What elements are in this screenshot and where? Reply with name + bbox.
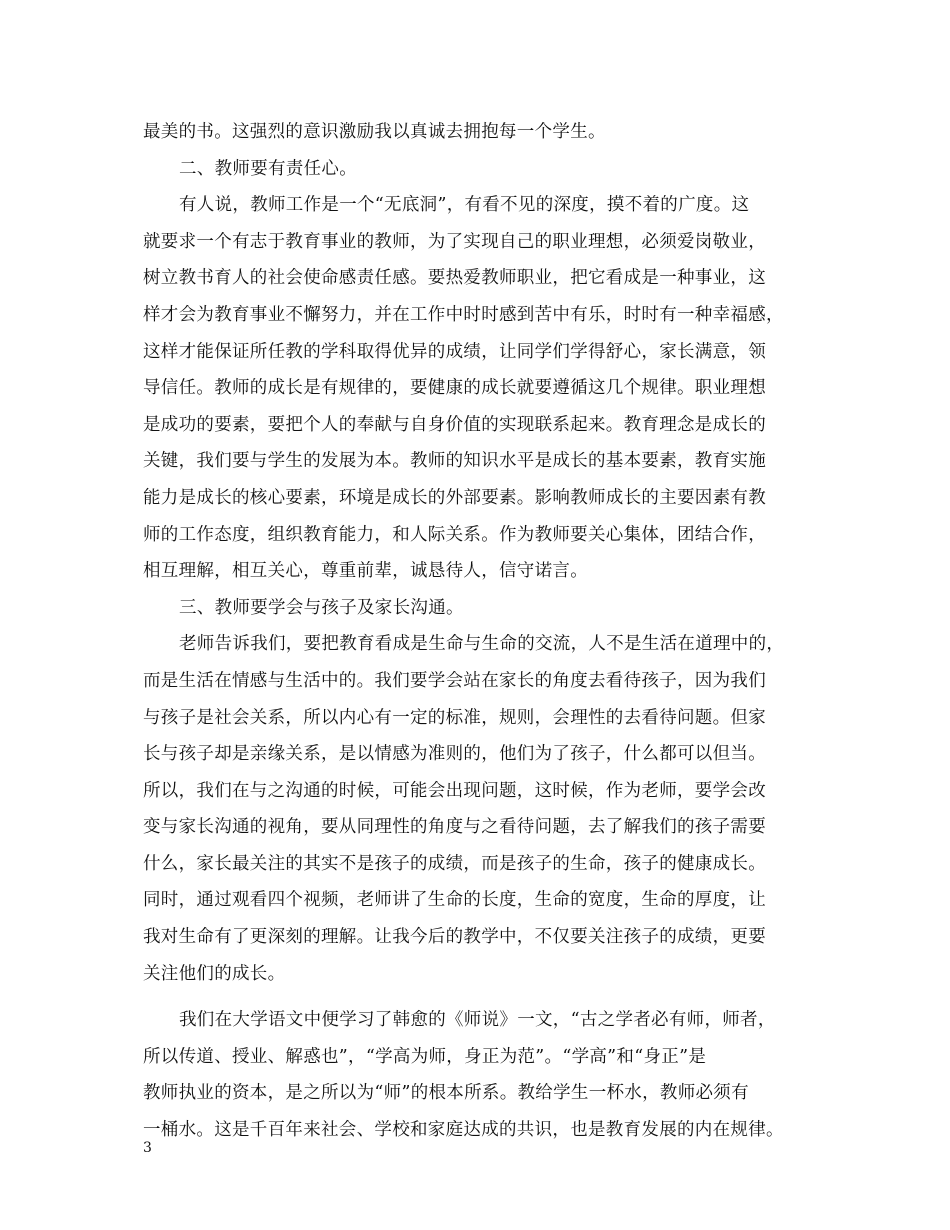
- paragraph-gap: [143, 992, 823, 1002]
- text-line: 导信任。教师的成长是有规律的，要健康的成长就要遵循这几个规律。职业理想: [143, 378, 766, 399]
- text-line: 关键，我们要与学生的发展为本。教师的知识水平是成长的基本要素，教育实施: [143, 451, 766, 472]
- text-line: 所以，我们在与之沟通的时候，可能会出现问题，这时候，作为老师，要学会改: [143, 780, 766, 801]
- text-line: 就要求一个有志于教育事业的教师，为了实现自己的职业理想，必须爱岗敬业，: [143, 231, 766, 252]
- text-line: 所以传道、授业、解惑也”，“学高为师，身正为范”。“学高”和“身正”是: [143, 1046, 707, 1067]
- text-line: 而是生活在情感与生活中的。我们要学会站在家长的角度去看待孩子，因为我们: [143, 670, 766, 691]
- text-line: 能力是成长的核心要素，环境是成长的外部要素。影响教师成长的主要因素有教: [143, 487, 766, 508]
- text-line: 长与孩子却是亲缘关系，是以情感为准则的，他们为了孩子，什么都可以但当。: [143, 744, 766, 765]
- text-line: 相互理解，相互关心，尊重前辈，诚恳待人，信守诺言。: [143, 561, 588, 582]
- text-line: 同时，通过观看四个视频，老师讲了生命的长度，生命的宽度，生命的厚度，让: [143, 890, 766, 911]
- text-line: 什么，家长最关注的其实不是孩子的成绩，而是孩子的生命，孩子的健康成长。: [143, 853, 766, 874]
- document-body: [143, 114, 823, 1149]
- text-line: 样才会为教育事业不懈努力，并在工作中时时感到苦中有乐，时时有一种幸福感，: [143, 304, 784, 325]
- text-line: 与孩子是社会关系，所以内心有一定的标准，规则，会理性的去看待问题。但家: [143, 707, 766, 728]
- text-line: 师的工作态度，组织教育能力，和人际关系。作为教师要关心集体，团结合作，: [143, 524, 766, 545]
- text-line: 这样才能保证所任教的学科取得优异的成绩，让同学们学得舒心，家长满意，领: [143, 341, 766, 362]
- text-line: 一桶水。这是千百年来社会、学校和家庭达成的共识，也是教育发展的内在规律。: [143, 1120, 784, 1141]
- text-line: 是成功的要素，要把个人的奉献与自身价值的实现联系起来。教育理念是成长的: [143, 414, 766, 435]
- page-number: 3: [143, 1140, 152, 1156]
- text-line: 树立教书育人的社会使命感责任感。要热爱教师职业，把它看成是一种事业，这: [143, 268, 766, 289]
- text-line: 教师执业的资本，是之所以为“师”的根本所系。教给学生一杯水，教师必须有: [143, 1083, 749, 1104]
- text-line: 我们在大学语文中便学习了韩愈的《师说》一文，“古之学者必有师，师者，: [179, 1010, 776, 1031]
- text-line: 有人说，教师工作是一个“无底洞”，有看不见的深度，摸不着的广度。这: [179, 195, 750, 216]
- section-heading: 三、教师要学会与孩子及家长沟通。: [179, 597, 464, 618]
- text-line: 老师告诉我们，要把教育看成是生命与生命的交流，人不是生活在道理中的，: [179, 634, 785, 655]
- text-line: 我对生命有了更深刻的理解。让我今后的教学中，不仅要关注孩子的成绩，更要: [143, 927, 766, 948]
- section-heading: 二、教师要有责任心。: [179, 158, 357, 179]
- text-line: 最美的书。这强烈的意识激励我以真诚去拥抱每一个学生。: [143, 122, 606, 142]
- text-line: 关注他们的成长。: [143, 963, 286, 984]
- text-line: 变与家长沟通的视角，要从同理性的角度与之看待问题，去了解我们的孩子需要: [143, 817, 766, 838]
